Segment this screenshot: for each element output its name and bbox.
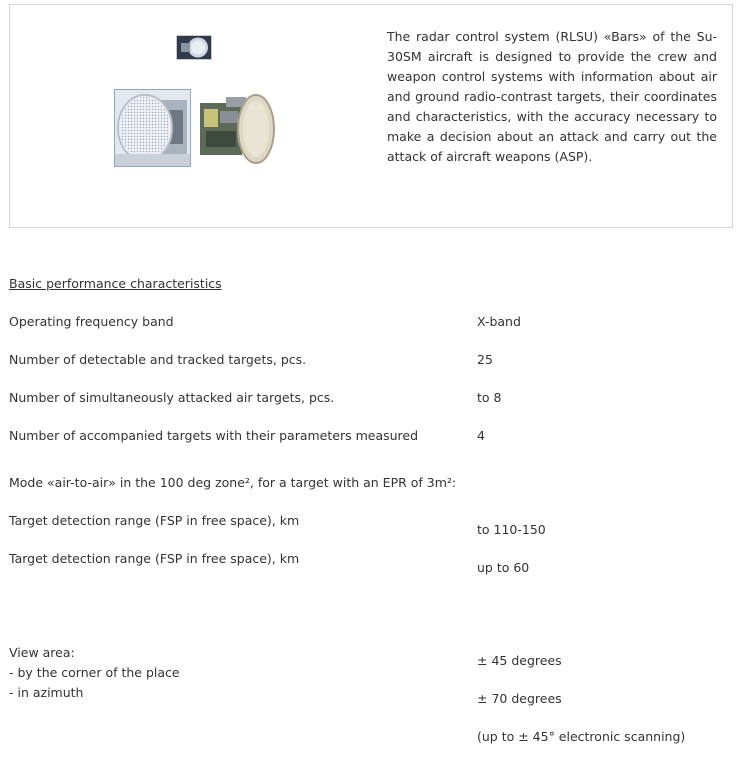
intro-description: The radar control system (RLSU) «Bars» of the Su-30SM aircraft is designed to provide the crew and weapon control systems with information about air and ground radio-contrast targets, their coordinates and characteristics, with the accuracy necessary to make a decision about an attack and carry out the attack of aircraft weapons (ASP). xyxy=(387,29,717,164)
view-area-item: - by the corner of the place xyxy=(9,665,180,680)
spec-label: Number of simultaneously attacked air targets, pcs. xyxy=(9,390,335,405)
radar-antenna-image[interactable] xyxy=(114,89,191,167)
spec-label: Number of accompanied targets with their parameters measured xyxy=(9,428,419,443)
detection-label: Target detection range (FSP in free space), km xyxy=(9,513,300,528)
spec-value: 4 xyxy=(477,428,485,443)
view-area-value: ± 70 degrees xyxy=(477,691,562,706)
mode-heading-text: Mode «air-to-air» in the 100 deg zone², for a target with an EPR of 3m²: xyxy=(9,475,457,490)
view-area-values xyxy=(477,653,685,767)
radar-assembly-image[interactable] xyxy=(196,89,276,167)
spec-label: Operating frequency band xyxy=(9,314,174,329)
intro-panel xyxy=(9,4,733,228)
section-title-link[interactable]: Basic performance characteristics xyxy=(9,276,222,291)
spec-value: X-band xyxy=(477,314,521,329)
spec-value: to 8 xyxy=(477,390,502,405)
radar-thumbnail-small[interactable] xyxy=(176,35,212,60)
detection-value: up to 60 xyxy=(477,560,530,575)
spec-label: Number of detectable and tracked targets, pcs. xyxy=(9,352,307,367)
view-area-title: View area: xyxy=(9,645,75,660)
detection-value: to 110-150 xyxy=(477,522,546,537)
view-area-label xyxy=(9,643,180,703)
spec-value: 25 xyxy=(477,352,493,367)
detection-label: Target detection range (FSP in free space), km xyxy=(9,551,300,566)
view-area-value: ± 45 degrees xyxy=(477,653,562,668)
view-area-item: - in azimuth xyxy=(9,685,84,700)
view-area-value: (up to ± 45° electronic scanning) xyxy=(477,729,686,744)
